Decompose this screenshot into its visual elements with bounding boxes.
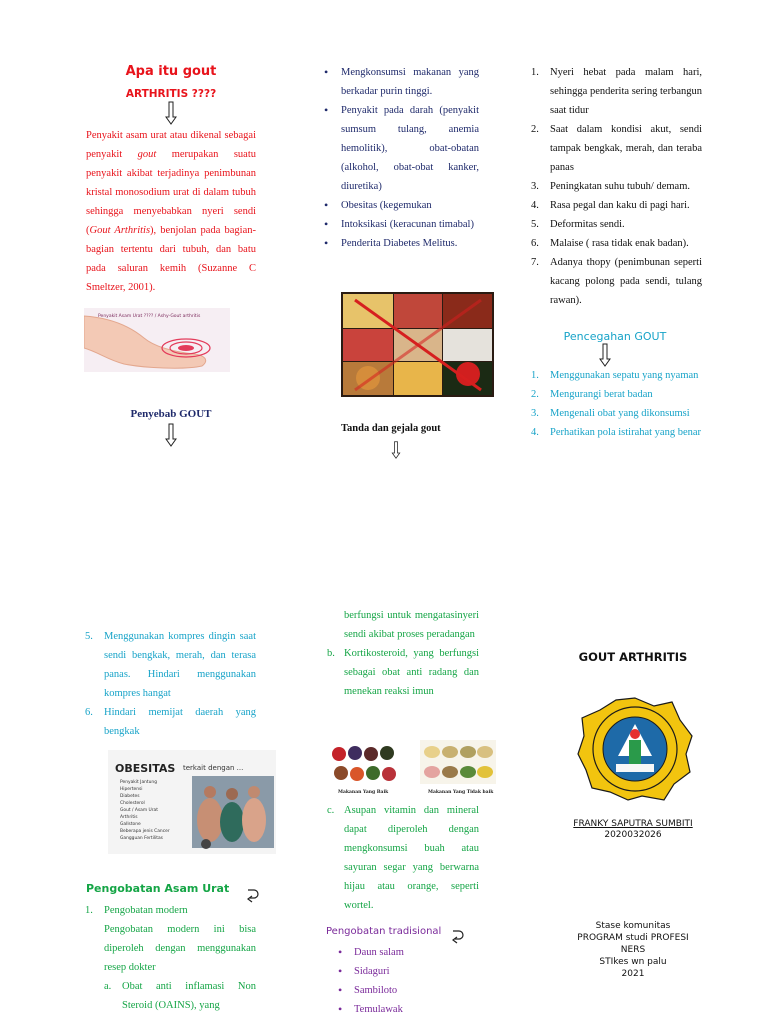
- obesitas-item: Beberapa jenis Cancer: [120, 829, 170, 834]
- obesitas-item: Diabetes: [120, 794, 140, 799]
- list-item: • Penderita Diabetes Melitus.: [324, 236, 458, 250]
- pencegahan-heading: Pencegahan GOUT: [563, 330, 667, 343]
- author-name: FRANKY SAPUTRA SUMBITI: [573, 819, 693, 829]
- obesitas-item: Hipertensi: [120, 787, 143, 792]
- list-item: 5. Deformitas sendi.: [531, 219, 625, 230]
- causes-list: [324, 63, 479, 253]
- obesitas-item: Gallstone: [120, 822, 141, 827]
- list-item: 4. Perhatikan pola istirahat yang benar: [531, 427, 702, 438]
- symptoms-list: [528, 63, 702, 310]
- food-label-bad: Makanan Yang Tidak baik: [428, 790, 494, 795]
- food-comparison-image: [328, 740, 496, 798]
- list-item: • Penyakit pada darah (penyakit sumsum tulang, anemia hemolitik), obat-obatan (alkohol, obat-obat kanker, diuretika): [324, 103, 479, 192]
- list-item: • Sidaguri: [338, 964, 390, 978]
- list-item: 3. Mengenali obat yang dikonsumsi: [531, 408, 690, 419]
- down-arrow-icon: [390, 441, 402, 459]
- list-item: • Mengkonsumsi makanan yang berkadar purin tinggi.: [324, 65, 479, 97]
- obesitas-item: Arthritis: [120, 815, 138, 820]
- obesitas-item: Cholesterol: [120, 801, 145, 806]
- list-item: 5. Menggunakan kompres dingin saat sendi bengkak, merah, dan terasa panas. Hindari menggunakan kompres hangat: [85, 631, 256, 699]
- treatment-cont: berfungsi untuk mengatasinyeri sendi akibat proses peradangan b. Kortikosteroid, yang berfungsi sebagai obat anti radang dan menekan reaksi imun: [327, 610, 479, 697]
- list-item: • Temulawak: [338, 1002, 403, 1016]
- tradisional-heading: Pengobatan tradisional: [326, 926, 442, 937]
- list-item: 6. Malaise ( rasa tidak enak badan).: [531, 238, 689, 249]
- obesitas-item: Gangguan Fertilitas: [120, 836, 163, 841]
- pengobatan-modern: 1. Pengobatan modern Pengobatan modern ini bisa diperoleh dengan menggunakan resep dokter a. Obat anti inflamasi Non Steroid (OAINS), yang: [85, 905, 256, 1011]
- list-item: • Intoksikasi (keracunan timabal): [324, 217, 474, 231]
- penyebab-heading: Penyebab GOUT: [130, 408, 212, 420]
- pengobatan-heading: Pengobatan Asam Urat: [86, 882, 230, 895]
- prevention-list-continued: [84, 627, 256, 741]
- list-item: 3. Peningkatan suhu tubuh/ demam.: [531, 181, 690, 192]
- obesitas-item: Penyakit Jantung: [120, 780, 157, 785]
- list-item: • Obesitas (kegemukan: [324, 198, 432, 212]
- gout-image-caption: Penyakit Asam Urat ???? / Ashy-Gout arthritis: [98, 314, 201, 319]
- list-item: 7. Adanya thopy (penimbunan seperti kacang polong pada sendi, tulang rawan).: [531, 257, 702, 306]
- herbs-list: [338, 943, 478, 1019]
- student-id: 2020032026: [604, 830, 662, 840]
- prevention-list: [528, 366, 702, 442]
- purine-food-image: [341, 292, 494, 397]
- gout-foot-image: [84, 308, 230, 372]
- treatment-c: c. Asupan vitamin dan mineral dapat diperoleh dengan mengkonsumsi buah atau sayuran segar yang berwarna hijau atau orange, seperti wortel.: [327, 805, 479, 911]
- list-item: 6. Hindari memijat daerah yang bengkak: [85, 707, 256, 737]
- tanda-heading: Tanda dan gejala gout: [341, 423, 441, 434]
- list-item: • Daun salam: [338, 945, 404, 959]
- col1-definition: Penyakit asam urat atau dikenal sebagai penyakit gout merupakan suatu penyakit akibat terjadinya penimbunan kristal monosodium urat di dalam tubuh sehingga menyebabkan nyeri sendi (Gout Arthritis), benjolan pada bagian-bagian tertentu dari tubuh, dan batu pada saluran kemih (Suzanne C Smeltzer, 2001).: [86, 130, 256, 293]
- school-logo: [576, 696, 694, 802]
- obesitas-subtitle: terkait dengan ...: [183, 764, 244, 772]
- list-item: 4. Rasa pegal dan kaku di pagi hari.: [531, 200, 690, 211]
- col1-title-line1: Apa itu gout: [125, 64, 217, 79]
- obesitas-image: [108, 750, 276, 854]
- down-arrow-icon: [598, 343, 612, 367]
- obesitas-item: Gout / Asam Urat: [120, 808, 158, 813]
- cover-title: GOUT ARTHRITIS: [578, 650, 688, 664]
- down-arrow-icon: [164, 101, 178, 125]
- obesitas-title: OBESITAS: [115, 762, 176, 775]
- list-item: 1. Nyeri hebat pada malam hari, sehingga penderita sering terbangun saat tidur: [531, 67, 702, 116]
- cover-footer: Stase komunitas PROGRAM studi PROFESI NERS STIkes wn palu 2021: [577, 921, 689, 979]
- list-item: • Sambiloto: [338, 983, 398, 997]
- down-arrow-icon: [164, 423, 178, 447]
- list-item: 2. Mengurangi berat badan: [531, 389, 653, 400]
- col1-title-line2: ARTHRITIS ????: [125, 88, 217, 100]
- food-label-good: Makanan Yang Baik: [338, 790, 389, 795]
- list-item: 1. Menggunakan sepatu yang nyaman: [531, 370, 699, 381]
- list-item: 2. Saat dalam kondisi akut, sendi tampak bengkak, merah, dan teraba panas: [531, 124, 702, 173]
